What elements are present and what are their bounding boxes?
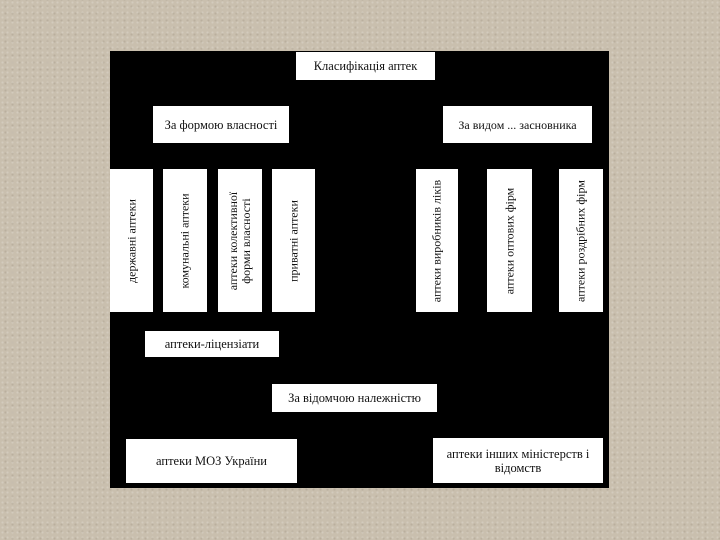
department-item-other-text: аптеки інших міністерств і відомств [446,446,590,475]
ownership-item-communal-text: комунальні аптеки [177,192,192,289]
ownership-item-state-text: державні аптеки [124,198,138,283]
title-box [296,52,435,80]
founder-item-retail-text: аптеки роздрібних фірм [573,179,588,302]
founder-item-retail [559,169,603,312]
founder-item-manufacturers [416,169,458,312]
licensees-box [145,331,279,357]
department-label: За відомчою належністю [288,391,421,405]
department-item-moz [126,439,297,483]
department-item-moz-text: аптеки МОЗ України [156,454,267,468]
ownership-item-private-text: приватні аптеки [286,199,300,282]
ownership-item-private [272,169,315,312]
ownership-label: За формою власності [164,117,278,132]
founder-box [443,106,592,143]
ownership-item-state [110,169,153,312]
department-item-other [433,438,603,483]
ownership-box [153,106,289,143]
founder-label: За видом ... засновника [458,117,577,132]
title-text: Класифікація аптек [313,59,418,73]
founder-item-manufacturers-text: аптеки виробників ліків [429,179,444,302]
ownership-item-communal [163,169,207,312]
founder-item-wholesale [487,169,532,312]
ownership-item-collective [218,169,262,312]
licensees-label: аптеки-ліцензіати [164,337,260,351]
department-box [272,384,437,412]
founder-item-wholesale-text: аптеки оптових фірм [502,187,516,294]
ownership-item-collective-text: аптеки колективної форми власності [226,191,253,290]
